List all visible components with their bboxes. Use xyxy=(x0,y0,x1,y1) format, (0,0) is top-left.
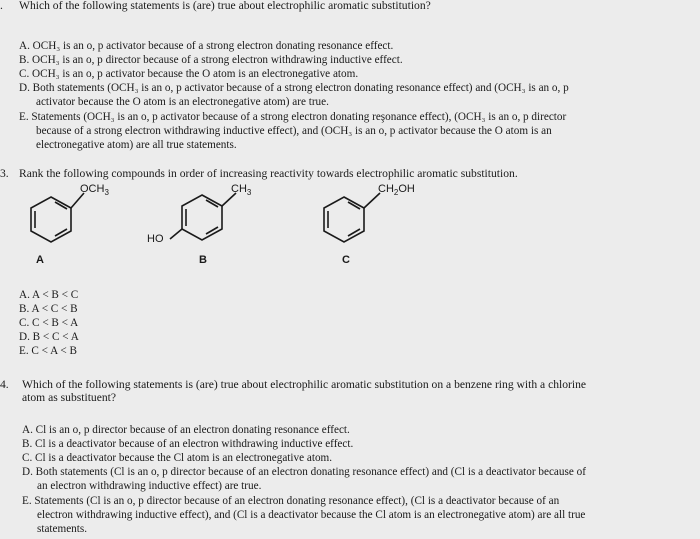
compound-label-c: C xyxy=(342,254,350,266)
q1-option-e-cont2: electronegative atom) are all true statements. xyxy=(36,139,237,151)
compound-label-b: B xyxy=(199,254,207,266)
q2-number: 3. xyxy=(0,167,9,180)
q1-question: Which of the following statements is (are) true about electrophilic aromatic substitution? xyxy=(19,0,431,12)
q3-option-e-cont1: electron withdrawing inductive effect), and (Cl is a deactivator because the Cl atom is an electronegative atom) are all true xyxy=(37,509,586,521)
compound-label-a: A xyxy=(36,254,44,266)
q2-option-c: C. C < B < A xyxy=(19,317,79,329)
q3-question-line2: atom as substituent? xyxy=(22,391,117,404)
q2-option-a: A. A < B < C xyxy=(19,289,79,301)
q3-option-d: D. Both statements (Cl is an o, p director because of an electron donating resonance effect) and (Cl is a deactivator because of xyxy=(22,466,586,478)
substituent-b-ho: HO xyxy=(147,233,164,245)
q3-option-b: B. Cl is a deactivator because of an electron withdrawing inductive effect. xyxy=(22,438,354,450)
q1-number: . xyxy=(0,0,3,12)
q3-number: 4. xyxy=(0,378,9,391)
q3-option-e-cont2: statements. xyxy=(37,523,88,535)
q3-option-e: E. Statements (Cl is an o, p director because of an electron donating resonance effect), (Cl is a deactivator because of an xyxy=(22,495,560,507)
substituent-a: $OCH_3$ xyxy=(80,183,109,198)
q3-option-d-cont: an electron withdrawing inductive effect) are true. xyxy=(37,480,262,492)
q3-option-c: C. Cl is a deactivator because the Cl atom is an electronegative atom. xyxy=(22,452,333,464)
q1-option-a: A. OCH₃ is an o, p activator because of a strong electron donating resonance effect. xyxy=(19,40,394,52)
q1-option-e-cont1: because of a strong electron withdrawing inductive effect), and (OCH₃ is an o, p activator because the O atom is an xyxy=(36,125,552,137)
q3-option-a: A. Cl is an o, p director because of an electron donating resonance effect. xyxy=(22,424,350,436)
q1-option-d-cont: activator because the O atom is an electronegative atom) are true. xyxy=(36,96,329,108)
q1-option-b: B. OCH₃ is an o, p director because of a strong electron withdrawing inductive effect. xyxy=(19,54,403,66)
q2-option-d: D. B < C < A xyxy=(19,331,79,343)
substituent-c: $CH_2OH$ xyxy=(378,183,415,198)
q2-option-e: E. C < A < B xyxy=(19,345,78,357)
q2-option-b: B. A < C < B xyxy=(19,303,78,315)
q1-option-c: C. OCH₃ is an o, p activator because the O atom is an electronegative atom. xyxy=(19,68,359,80)
q1-option-e: E. Statements (OCH₃ is an o, p activator because of a strong electron donating reşonance effect), (OCH₃ is an o, p director xyxy=(19,111,567,123)
q3-question-line1: Which of the following statements is (are) true about electrophilic aromatic substitution on a benzene ring with a chlorine xyxy=(22,378,587,391)
substituent-b: $CH_3$ xyxy=(231,183,252,198)
q2-question: Rank the following compounds in order of increasing reactivity towards electrophilic aromatic substitution. xyxy=(19,167,518,180)
q1-option-d: D. Both statements (OCH₃ is an o, p activator because of a strong electron donating resonance effect) and (OCH₃ is an o, p xyxy=(19,82,569,94)
